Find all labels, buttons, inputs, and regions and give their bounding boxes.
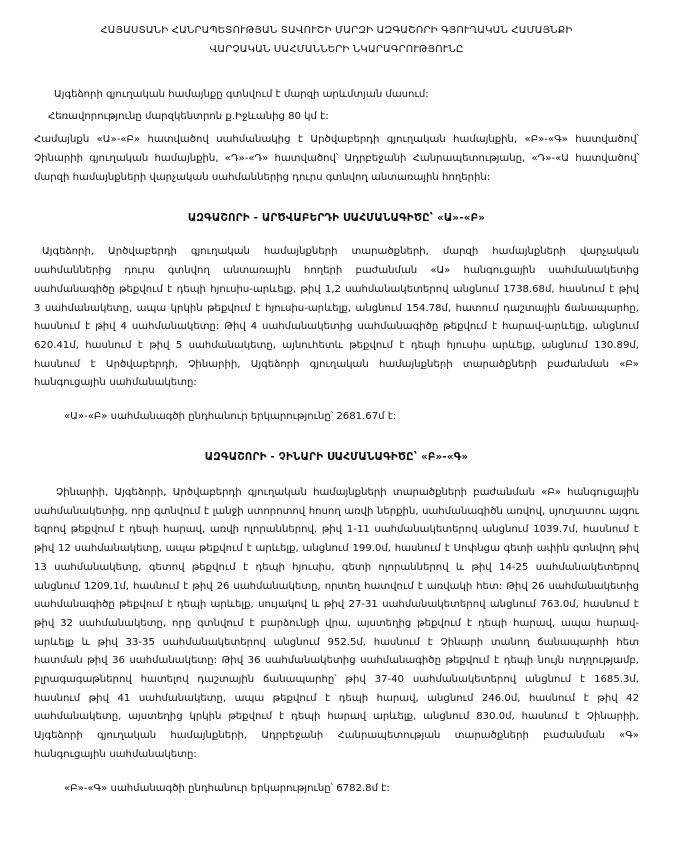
section-body-azgashor-artsvaberd: Այգեձորի, Արծվաբերդի գյուղական համայնքների տարածքների, մարզի համայնքների վարչական սահմաններից դուրս գտնվող անտառային հողերի բաժանման «Ա» հանգուցային սահմանակետից սահմանագիծը թեքվում է դեպի հյուսիս-արևելք, թիվ 1,2 սահմանակետերով անցնում 1738.68մ, հասնում է թիվ 3 սահմանակետը, ապա կրկին թեքվում է հյուսիս-արևելք, անցնում 154.78մ, հատում դաշտային ճանապարհը, հասնում է թիվ 4 սահմանակետը: Թիվ 4 սահմանակետից սահմանագիծը թեքվում է հարավ-արևելք, անցնում 620.41մ, հասնում է թիվ 5 սահմանակետը, այնուհետև թեքվում է դեպի հյուսիս արևելք, անցնում 130.89մ, հասնում է Արծվաբերդի, Չինարիի, Այգեձորի գյուղական համայնքների տարածքների բաժանման «Բ» հանգուցային սահմանակետը: [34, 246, 639, 389]
section-total-azgashor-artsvaberd: «Ա»-«Բ» սահմանագծի ընդհանուր երկարությունը՝ 2681.67մ է: [64, 411, 397, 423]
document-title-line-1: ՀԱՅԱՍՏԱՆԻ ՀԱՆՐԱՊԵՏՈՒԹՅԱՆ ՏԱՎՈՒՇԻ ՄԱՐԶԻ ԱԶԳԱՇՈՐԻ ԳՅՈՒՂԱԿԱՆ ՀԱՄԱՅՆՔԻ [100, 25, 573, 36]
document-title-line-2: ՎԱՐՉԱԿԱՆ ՍԱՀՄԱՆՆԵՐԻ ՆԿԱՐԱԳՐՈՒԹՅՈՒՆԸ [209, 43, 464, 55]
section-heading-azgashor-chinari: ԱԶԳԱՇՈՐԻ - ՉԻՆԱՐԻ ՍԱՀՄԱՆԱԳԻԾԸ՝ «Բ»-«Գ» [204, 451, 469, 464]
intro-paragraph-location: Այգեձորի գյուղական համայնքը գտնվում է մարզի արևմտյան մասում: [54, 89, 429, 100]
intro-paragraph-neighbors: Համայնքն «Ա»-«Բ» հատվածով սահմանակից է Արծվաբերդի գյուղական համայնքին, «Բ»-«Գ» հատվածով՝ Չինարիի գյուղական համայնքին, «Դ»-«Դ» հատվածով՝ Ադրբեջանի Հանրապետությանը, «Դ»-«Ա հատվածով՝ մարզի համայնքների վարչական սահմաններից դուրս գտնվող անտառային հողերին: [34, 134, 639, 183]
intro-paragraph-distance: Հեռավորությունը մարզկենտրոն ք.Իջևանից 80 կմ է: [48, 111, 329, 122]
document-title [38, 22, 635, 59]
section-total-azgashor-chinari: «Բ»-«Գ» սահմանագծի ընդհանուր երկարությունը՝ 6782.8մ է: [64, 782, 390, 794]
section-heading-azgashor-artsvaberd: ԱԶԳԱՇՈՐԻ - ԱՐԾՎԱԲԵՐԴԻ ՍԱՀՄԱՆԱԳԻԾԸ՝ «Ա»-«Բ» [187, 212, 486, 225]
section-body-azgashor-chinari: Չինարիի, Այգեձորի, Արծվաբերդի գյուղական համայնքների տարածքների բաժանման «Բ» հանգուցային սահմանակետից, որը գտնվում է լանջի ստորոտով հոսող առվի ներքին, սահմանագիծն առվով, սյուղատու այգու եզրով թեքվում է դեպի հարավ, առվի ոլորաններով, թիվ 1-11 սահմանակետերով անցնում 1039.7մ, հասնում է թիվ 12 սահմանակետը, ապա թեքվում է արևելք, անցնում 199.0մ, հասնում է Սոփնցա գետի ափին գտնվող թիվ 13 սահմանակետը, գետով թեքվում է դեպի հյուսիս, գետի ոլորաններով և թիվ 14-25 սահմանակետերով անցնում 1209.1մ, հասնում է թիվ 26 սահմանակետը, որտեղ հատվում է առվակի հետ: Թիվ 26 սահմանակետից սահմանագիծը թեքվում է դեպի արևելք, սույակով և թիվ 27-31 սահմանակետերով անցնում 763.0մ, հասնում է թիվ 32 սահմանակետը, որը գտնվում է բարձունքի վրա, այստեղից թեքվում է դեպի հարավ, ապա հարավ-արևելք և թիվ 33-35 սահմանակետերով անցնում 952.5մ, հասնում է Չինարի տանող ճանապարհի հետ հատման թիվ 36 սահմանակետը: Թիվ 36 սահմանակետից սահմանագիծը թեքվում է դեպի նույն ուղղությամբ, բլրագագաթներով հատելով դաշտային ճանապարհը՝ թիվ 37-40 սահմանակետերով անցնում է 1685.3մ, հասնում թիվ 41 սահմանակետը, ապա թեքվում է դեպի հարավ, անցնում 246.0մ, հասնում է թիվ 42 սահմանակետը, այստեղից կրկին թեքվում է դեպի հարավ արևելք, անցնում 830.0մ, հասնում է Չինարիի, Այգեձորի գյուղական համայնքների, Ադրբեջանի Հանրապետության տարածքների բաժանման «Գ» հանգուցային սահմանակետը: [34, 487, 639, 760]
